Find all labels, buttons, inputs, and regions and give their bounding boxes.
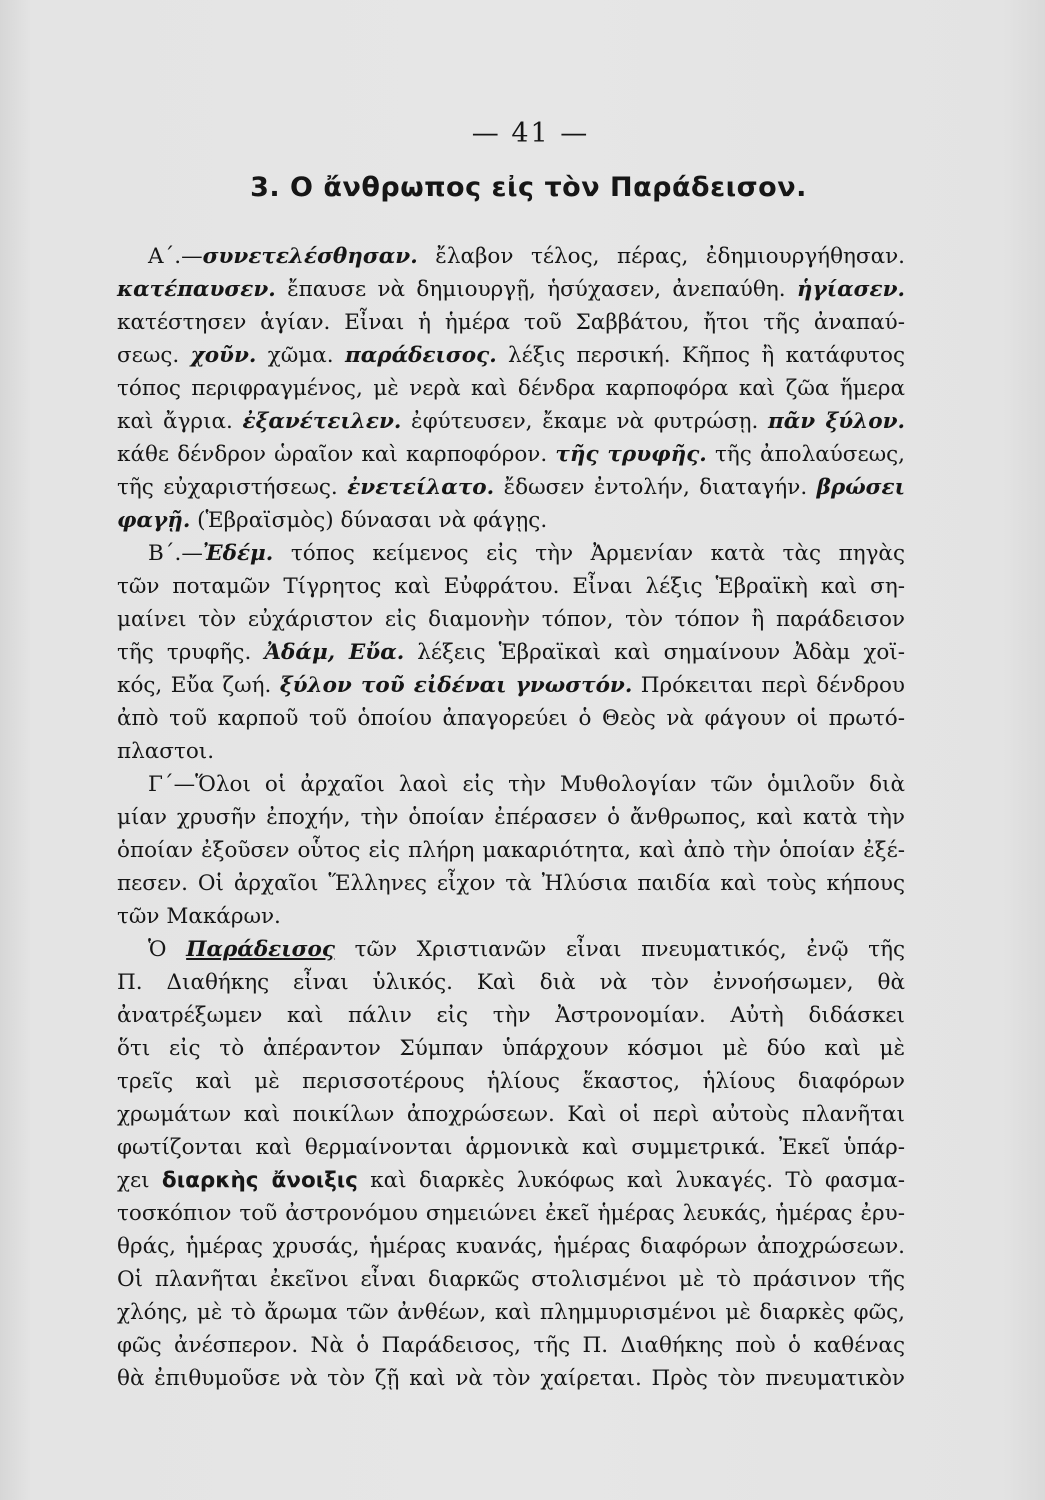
- text-run: Π. Διαθήκης εἶναι ὑλικός. Καὶ διὰ νὰ τὸν ἐννοήσωμεν, θὰ: [117, 970, 905, 995]
- text-run: ὁποίαν ἐξοῦσεν οὗτος εἰς πλήρη μακαριότητα, καὶ ἀπὸ τὴν ὁποίαν ἐξέ-: [117, 838, 905, 863]
- text-run: τῶν Μακάρων.: [117, 904, 281, 929]
- text-run: φωτίζονται καὶ θερμαίνονται ἁρμονικὰ καὶ συμμετρικά. Ἐκεῖ ὑπάρ-: [117, 1135, 905, 1160]
- term-highlight: κατέπαυσεν.: [117, 277, 276, 302]
- text-run: λέξις περσική. Κῆπος ἢ κατάφυτος: [496, 343, 906, 368]
- term-highlight: τῆς τρυφῆς.: [555, 442, 707, 467]
- text-run: (Ἑβραϊσμὸς) δύνασαι νὰ φάγῃς.: [190, 508, 548, 533]
- text-run: καὶ ἄγρια.: [117, 409, 243, 434]
- term-highlight: βρώσει: [816, 475, 905, 500]
- text-run: κάθε δένδρον ὡραῖον καὶ καρποφόρον.: [117, 442, 556, 467]
- text-line: [148, 937, 905, 965]
- text-line: [117, 1267, 905, 1295]
- term-highlight: χοῦν.: [190, 343, 257, 368]
- text-run: Ὁ: [148, 937, 187, 962]
- text-run: τρεῖς καὶ μὲ περισσοτέρους ἡλίους ἕκαστος, ἡλίους διαφόρων: [117, 1069, 905, 1094]
- text-line: [117, 607, 905, 635]
- text-line: [117, 277, 905, 305]
- text-run: ἔδωσεν ἐντολήν, διαταγήν.: [494, 475, 817, 500]
- term-highlight: φαγῇ.: [117, 508, 191, 533]
- text-line: [117, 1366, 905, 1394]
- text-run: Πρόκειται περὶ δένδρου: [632, 673, 906, 698]
- text-run: χῶμα.: [256, 343, 345, 368]
- page-number: — 41 —: [471, 118, 590, 149]
- text-run: κατέστησεν ἁγίαν. Εἶναι ἡ ἡμέρα τοῦ Σαββάτου, ἤτοι τῆς ἀναπαύ-: [117, 310, 905, 335]
- text-line: [117, 376, 905, 404]
- text-run: ὅτι εἰς τὸ ἀπέραντον Σύμπαν ὑπάρχουν κόσμοι μὲ δύο καὶ μὲ: [117, 1036, 905, 1061]
- text-run: χλόης, μὲ τὸ ἄρωμα τῶν ἀνθέων, καὶ πλημμυρισμένοι μὲ διαρκὲς φῶς,: [117, 1300, 905, 1325]
- text-line: [117, 1300, 905, 1328]
- text-line: [117, 1135, 905, 1163]
- text-line: [117, 970, 905, 998]
- text-run: μίαν χρυσῆν ἐποχήν, τὴν ὁποίαν ἐπέρασεν ὁ ἄνθρωπος, καὶ κατὰ τὴν: [117, 805, 905, 830]
- text-line: [148, 772, 905, 800]
- text-run: θὰ ἐπιθυμοῦσε νὰ τὸν ζῇ καὶ νὰ τὸν χαίρεται. Πρὸς τὸν πνευματικὸν: [117, 1366, 905, 1391]
- text-line: [117, 1069, 905, 1097]
- text-run: τοσκόπιον τοῦ ἀστρονόμου σημειώνει ἐκεῖ ἡμέρας λευκάς, ἡμέρας ἐρυ-: [117, 1201, 905, 1226]
- text-line: [117, 475, 905, 503]
- term-highlight: ἡγίασεν.: [796, 277, 905, 302]
- text-line: [117, 1333, 905, 1361]
- text-line: [117, 1168, 905, 1196]
- text-line: [117, 1036, 905, 1064]
- text-line: [117, 739, 905, 767]
- text-run: τόπος κείμενος εἰς τὴν Ἀρμενίαν κατὰ τὰς πηγὰς: [273, 541, 905, 566]
- text-line: [117, 904, 905, 932]
- term-highlight: Ἐδέμ.: [202, 541, 274, 566]
- text-line: [148, 244, 905, 272]
- text-line: [117, 706, 905, 734]
- text-run: χρωμάτων καὶ ποικίλων ἀποχρώσεων. Καὶ οἱ περὶ αὐτοὺς πλανῆται: [117, 1102, 905, 1127]
- text-run: τῶν Χριστιανῶν εἶναι πνευματικός, ἐνῷ τῆς: [334, 937, 906, 962]
- text-line: [117, 673, 905, 701]
- text-run: ἐφύτευσεν, ἔκαμε νὰ φυτρώσῃ.: [401, 409, 768, 434]
- term-highlight: ἐνετείλατο.: [347, 475, 495, 500]
- text-line: [117, 1003, 905, 1031]
- text-run: κός, Εὔα ζωή.: [117, 673, 280, 698]
- text-line: [117, 640, 905, 668]
- text-run: σεως.: [117, 343, 191, 368]
- text-line: [117, 574, 905, 602]
- text-run: ἀνατρέξωμεν καὶ πάλιν εἰς τὴν Ἀστρονομίαν. Αὐτὴ διδάσκει: [117, 1003, 905, 1028]
- text-run: τῶν ποταμῶν Τίγρητος καὶ Εὐφράτου. Εἶναι λέξις Ἑβραϊκὴ καὶ ση-: [117, 574, 905, 599]
- text-line: [117, 1102, 905, 1130]
- text-line: [117, 409, 905, 437]
- text-run: χει: [117, 1168, 162, 1193]
- text-run: πλαστοι.: [117, 739, 215, 764]
- section-heading: 3. Ο ἄνθρωπος εἰς τὸν Παράδεισον.: [250, 172, 807, 203]
- text-run: θράς, ἡμέρας χρυσάς, ἡμέρας κυανάς, ἡμέρας διαφόρων ἀποχρώσεων.: [117, 1234, 905, 1259]
- text-run: τόπος περιφραγμένος, μὲ νερὰ καὶ δένδρα καρποφόρα καὶ ζῶα ἥμερα: [117, 376, 905, 401]
- term-highlight: ξύλον τοῦ εἰδέναι γνωστόν.: [279, 673, 633, 698]
- term-highlight: Παράδεισος: [186, 937, 335, 962]
- text-line: [117, 1234, 905, 1262]
- text-run: Γ΄—Ὅλοι οἱ ἀρχαῖοι λαοὶ εἰς τὴν Μυθολογίαν τῶν ὁμιλοῦν διὰ: [148, 772, 905, 797]
- term-highlight: συνετελέσθησαν.: [202, 244, 418, 269]
- text-line: [117, 805, 905, 833]
- term-highlight: παράδεισος.: [344, 343, 497, 368]
- text-run: ἔλαβον τέλος, πέρας, ἐδημιουργήθησαν.: [417, 244, 905, 269]
- term-highlight: διαρκὴς ἄνοιξις: [161, 1168, 358, 1193]
- text-run: ἔπαυσε νὰ δημιουργῇ, ἡσύχασεν, ἀνεπαύθη.: [275, 277, 797, 302]
- text-run: Οἱ πλανῆται ἐκεῖνοι εἶναι διαρκῶς στολισμένοι μὲ τὸ πράσινον τῆς: [117, 1267, 905, 1292]
- text-run: καὶ διαρκὲς λυκόφως καὶ λυκαγές. Τὸ φασμα-: [357, 1168, 905, 1193]
- text-line: [117, 1201, 905, 1229]
- term-highlight: Ἀδάμ, Εὔα.: [264, 640, 405, 665]
- text-run: A΄.—: [148, 244, 203, 269]
- text-run: πεσεν. Οἱ ἀρχαῖοι Ἕλληνες εἶχον τὰ Ἠλύσια παιδία καὶ τοὺς κήπους: [117, 871, 905, 896]
- text-run: τῆς εὐχαριστήσεως.: [117, 475, 348, 500]
- term-highlight: ἐξανέτειλεν.: [242, 409, 402, 434]
- text-line: [117, 838, 905, 866]
- text-run: μαίνει τὸν εὐχάριστον εἰς διαμονὴν τόπον, τὸν τόπον ἢ παράδεισον: [117, 607, 905, 632]
- text-run: B΄.—: [148, 541, 203, 566]
- text-run: τῆς τρυφῆς.: [117, 640, 265, 665]
- text-run: λέξεις Ἑβραϊκαὶ καὶ σημαίνουν Ἀδὰμ χοϊ-: [404, 640, 905, 665]
- text-line: [117, 508, 905, 536]
- text-line: [117, 442, 905, 470]
- text-line: [117, 871, 905, 899]
- text-line: [117, 310, 905, 338]
- text-run: τῆς ἀπολαύσεως,: [706, 442, 905, 467]
- text-line: [148, 541, 905, 569]
- term-highlight: πᾶν ξύλον.: [768, 409, 905, 434]
- text-run: ἀπὸ τοῦ καρποῦ τοῦ ὁποίου ἀπαγορεύει ὁ Θεὸς νὰ φάγουν οἱ πρωτό-: [117, 706, 905, 731]
- text-line: [117, 343, 905, 371]
- text-run: φῶς ἀνέσπερον. Νὰ ὁ Παράδεισος, τῆς Π. Διαθήκης ποὺ ὁ καθένας: [117, 1333, 905, 1358]
